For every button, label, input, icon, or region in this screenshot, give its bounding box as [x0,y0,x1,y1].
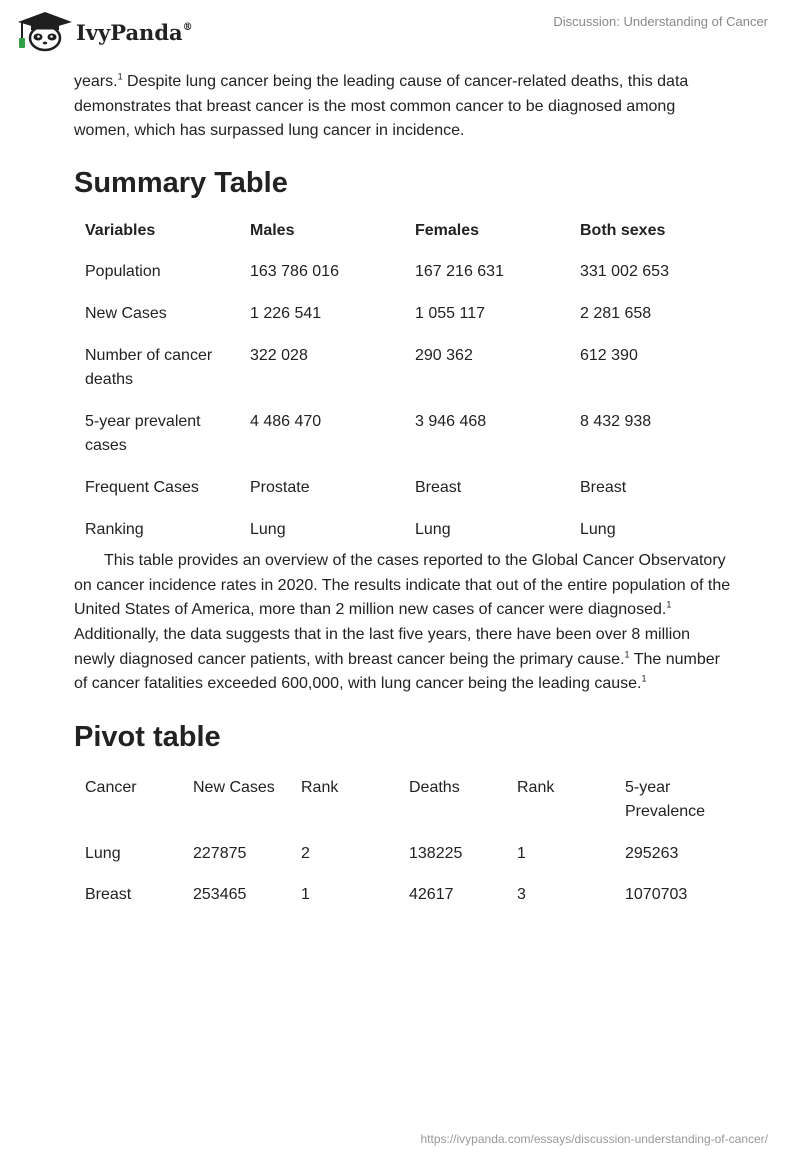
table-cell: 331 002 653 [580,263,669,281]
panda-graduate-icon [14,8,72,52]
table-cell: 3 946 468 [415,412,487,430]
column-header: New Cases [193,778,275,796]
column-header: Females [415,221,480,239]
table-cell: 1 [301,886,310,904]
table-cell: 167 216 631 [415,263,504,281]
table-cell: 2 281 658 [580,304,652,322]
column-header: Rank [517,778,555,796]
article-content [74,70,734,925]
column-header: 5-year Prevalence [625,778,706,821]
table-cell: 322 028 [250,346,308,364]
column-header: Rank [301,778,339,796]
table-cell: 3 [517,886,526,904]
citation-ref: 1 [624,649,630,660]
table-row [74,883,734,925]
table-row [74,842,734,884]
table-row [74,344,734,410]
citation-ref: 1 [666,599,672,610]
table-cell: 4 486 470 [250,412,322,430]
table-row [74,518,734,550]
column-header: Males [250,221,295,239]
table-cell: New Cases [85,304,167,322]
table-cell: Breast [415,478,462,496]
summary-table [74,219,734,549]
intro-paragraph: years.$^1$ Despite lung cancer being the leading cause of cancer-related deaths, this data demonstrates that breast cancer is the most common cancer to be diagnosed among women, which has surpassed lung cancer in incidence. [74,71,689,140]
logo-wordmark: IvyPanda® [76,19,193,45]
table-cell: 295263 [625,844,679,862]
table-cell: 138225 [409,844,463,862]
table-cell: 163 786 016 [250,263,339,281]
table-cell: Lung [250,520,286,538]
table-cell: 612 390 [580,346,638,364]
body-paragraph: This table provides an overview of the cases reported to the Global Cancer Observatory on cancer incidence rates in 2020. The results indicate that out of the entire population of the United States of America, more than 2 million new cases of cancer were diagnosed.$^1$ Additionally, the data suggests that in the last five years, there have been over 8 million newly diagnosed cancer patients, with breast cancer being the primary cause.$^1$ The number of cancer fatalities exceeded 600,000, with lung cancer being the leading cause.$^1$ [74,552,731,693]
table-cell: 253465 [193,886,247,904]
table-row [74,260,734,302]
table-row [74,302,734,344]
table-cell: 8 432 938 [580,412,652,430]
page-header [0,0,800,60]
table-cell: Breast [85,886,132,904]
table-cell: Lung [415,520,451,538]
table-cell: 1 [517,844,526,862]
table-cell: 1 055 117 [415,304,485,322]
table-cell: Lung [580,520,616,538]
table-cell: Ranking [85,520,144,538]
footer-url-link[interactable]: https://ivypanda.com/essays/discussion-understanding-of-cancer/ [420,1132,768,1146]
citation-ref: 1 [641,673,647,684]
column-header: Both sexes [580,221,666,239]
table-row [74,476,734,518]
table-cell: 5-year prevalent cases [85,412,201,455]
citation-ref: 1 [117,71,123,82]
column-header: Variables [85,221,156,239]
table-header-row [74,776,734,842]
column-header: Deaths [409,778,460,796]
table-cell: Number of cancer deaths [85,346,213,389]
table-cell: Frequent Cases [85,478,199,496]
column-header: Cancer [85,778,137,796]
table-cell: 2 [301,844,310,862]
table-cell: 42617 [409,886,454,904]
ivypanda-logo[interactable] [14,8,193,52]
table-cell: Population [85,263,161,281]
table-cell: 1 226 541 [250,304,322,322]
table-cell: Breast [580,478,627,496]
pivot-table [74,776,734,925]
table-cell: 227875 [193,844,247,862]
table-row [74,410,734,476]
pivot-table-heading: Pivot table [74,720,221,753]
document-title: Discussion: Understanding of Cancer [553,14,768,29]
table-cell: Lung [85,844,121,862]
table-cell: 1070703 [625,886,688,904]
table-cell: Prostate [250,478,310,496]
table-cell: 290 362 [415,346,473,364]
summary-table-heading: Summary Table [74,166,288,199]
table-header-row [74,219,734,261]
